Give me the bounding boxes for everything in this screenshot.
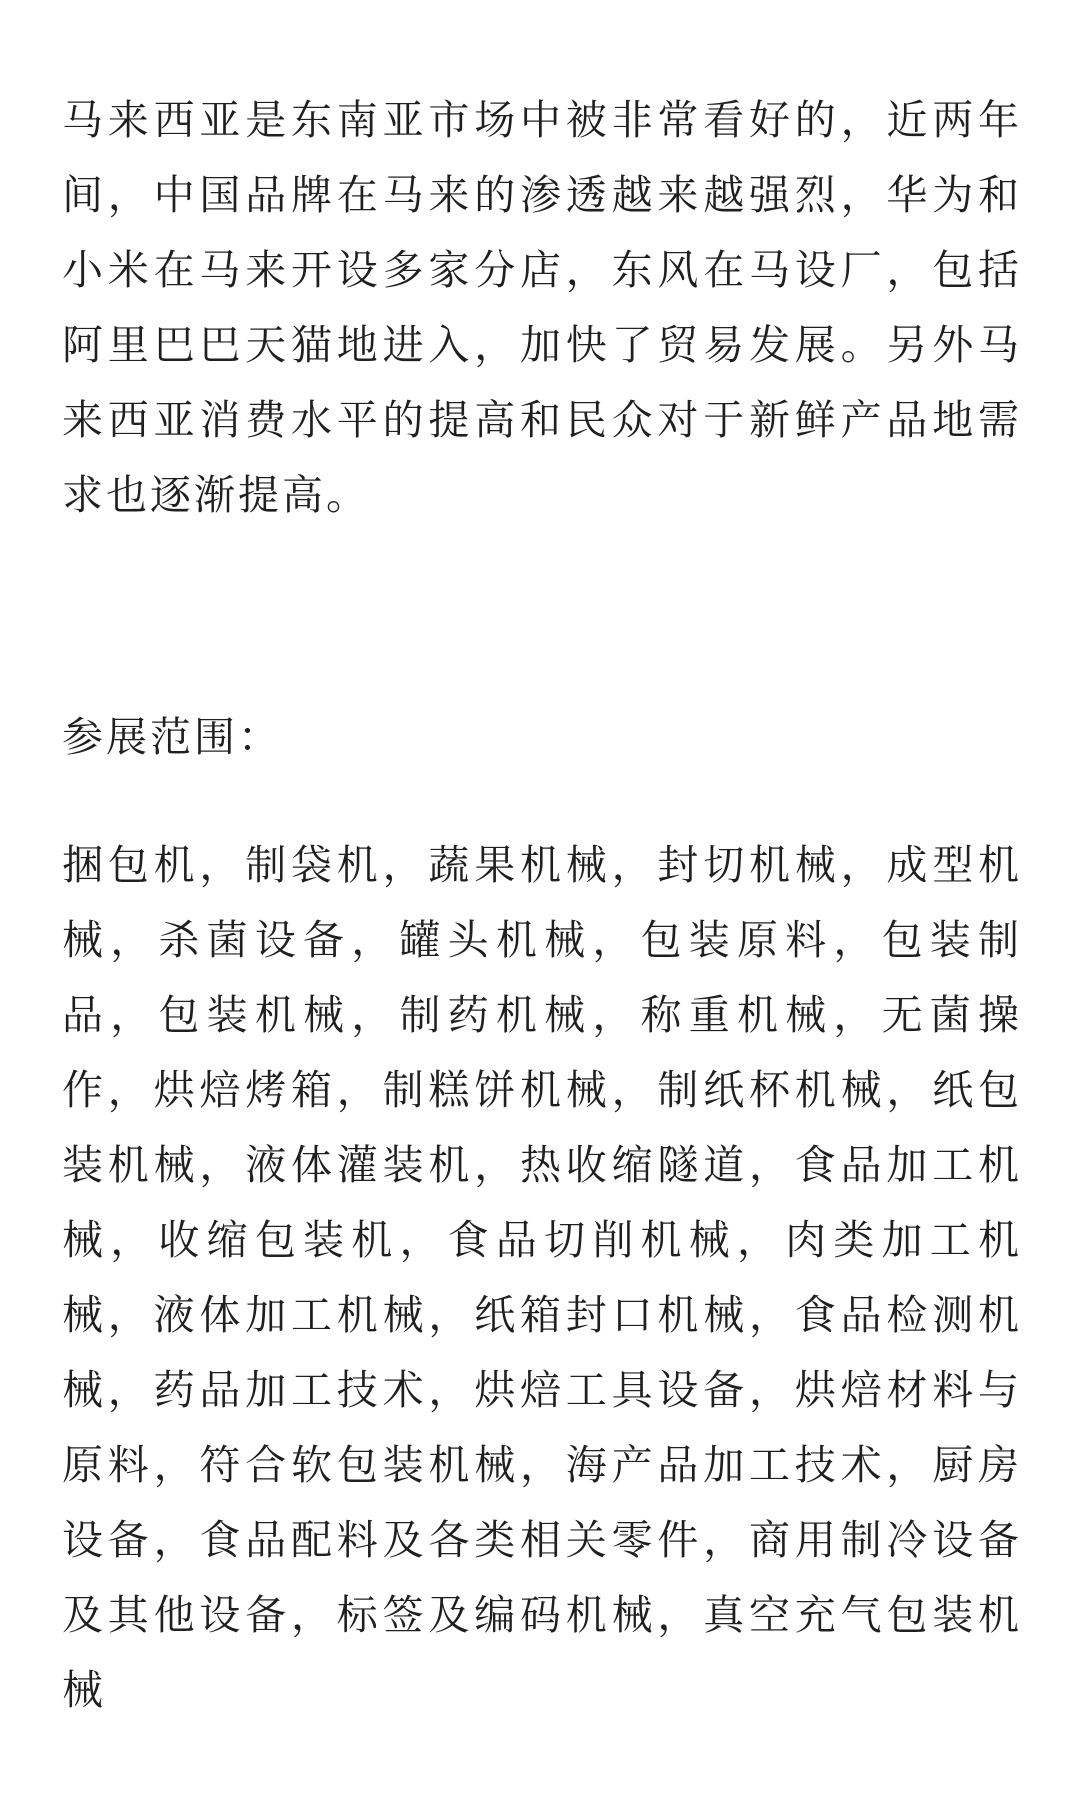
exhibit-scope-paragraph: 捆包机，制袋机，蔬果机械，封切机械，成型机械，杀菌设备，罐头机械，包装原料，包装制品，包装机械，制药机械，称重机械，无菌操作，烘焙烤箱，制糕饼机械，制纸杯机械，纸包装机械，液体灌装机，热收缩隧道，食品加工机械，收缩包装机，食品切削机械，肉类加工机械，液体加工机械，纸箱封口机械，食品检测机械，药品加工技术，烘焙工具设备，烘焙材料与原料，符合软包装机械，海产品加工技术，厨房设备，食品配料及各类相关零件，商用制冷设备及其他设备，标签及编码机械，真空充气包装机械 <box>62 841 1022 1714</box>
exhibit-scope-heading: 参展范围： <box>62 713 282 761</box>
intro-paragraph: 马来西亚是东南亚市场中被非常看好的，近两年间，中国品牌在马来的渗透越来越强烈，华为和小米在马来开设多家分店，东风在马设厂，包括阿里巴巴天猫地进入，加快了贸易发展。另外马来西亚消费水平的提高和民众对于新鲜产品地需求也逐渐提高。 <box>62 96 1022 519</box>
